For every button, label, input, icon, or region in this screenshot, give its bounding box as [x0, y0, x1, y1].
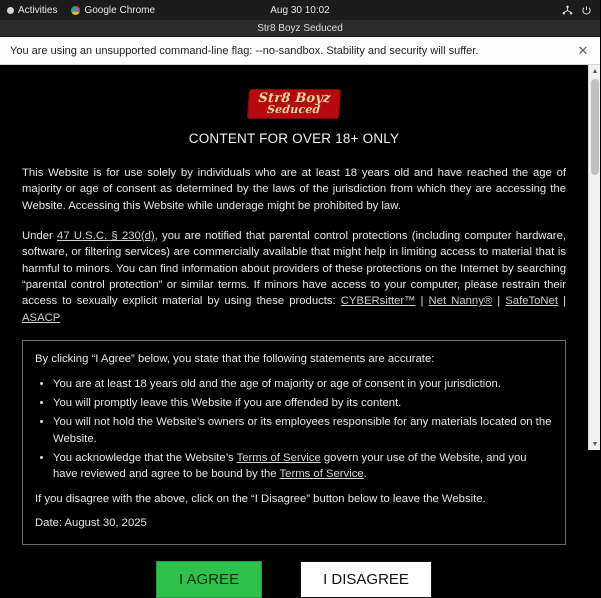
site-logo-line1: Str8 Boyz — [257, 91, 332, 106]
terms-of-service-link-2[interactable]: Terms of Service — [279, 468, 364, 481]
activities-dot-icon — [7, 7, 14, 14]
scroll-up-icon[interactable]: ▲ — [591, 67, 599, 75]
page-title: CONTENT FOR OVER 18+ ONLY — [188, 131, 400, 147]
disagree-instruction: If you disagree with the above, click on the “I Disagree” button below to leave the Website. — [35, 492, 486, 505]
app-menu-chrome[interactable] — [71, 5, 155, 16]
power-icon[interactable] — [581, 5, 592, 16]
window-titlebar — [0, 20, 600, 37]
age-requirement-paragraph: This Website is for use solely by individuals who are at least 18 years old and have reached the age of majority or age of consent as determined by the laws of the jurisdiction from which they are accessing the Website. Accessing this Website while underage might be prohibited by law. — [22, 166, 566, 212]
close-icon[interactable]: ✕ — [577, 42, 589, 58]
scroll-down-icon[interactable]: ▼ — [591, 440, 599, 448]
statute-text-pre: Under — [22, 229, 58, 242]
activities-button[interactable] — [7, 5, 57, 16]
disagree-button[interactable]: I DISAGREE — [300, 561, 432, 598]
page-scrollbar[interactable] — [588, 65, 600, 450]
network-icon[interactable] — [562, 5, 573, 16]
button-row — [22, 561, 566, 598]
topbar-left — [0, 5, 155, 16]
tos-text-pre: You acknowledge that the Website’s — [53, 452, 237, 464]
app-menu-label: Google Chrome — [84, 4, 156, 16]
filter-link-netnanny[interactable]: Net Nanny® — [428, 295, 493, 308]
site-logo — [22, 89, 566, 119]
filter-link-asacp[interactable]: ASACP — [22, 311, 61, 324]
filter-links: CYBERsitter™ | Net Nanny® | SafeToNet | ASACP — [22, 295, 567, 324]
scrollbar-thumb[interactable] — [591, 79, 599, 175]
list-item-terms — [53, 450, 553, 483]
filter-link-safetonet[interactable]: SafeToNet — [505, 295, 559, 308]
system-topbar — [0, 0, 600, 20]
topbar-right — [562, 5, 600, 16]
window-title: Str8 Boyz Seduced — [257, 22, 343, 34]
agreement-lead: By clicking “I Agree” below, you state that the following statements are accurate: — [35, 353, 435, 366]
chrome-icon — [71, 6, 80, 15]
page-viewport — [0, 65, 600, 588]
statute-link[interactable]: 47 U.S.C. § 230(d) — [57, 229, 155, 242]
site-logo-line2: Seduced — [266, 102, 321, 116]
terms-of-service-link-1[interactable]: Terms of Service — [236, 452, 321, 464]
site-logo-badge — [247, 89, 341, 119]
filter-link-cybersitter[interactable]: CYBERsitter™ — [340, 295, 416, 308]
agreement-box — [22, 340, 566, 544]
list-item: • You are at least 18 years old and the age of majority or age of consent in your jurisdiction. — [53, 376, 553, 392]
parental-controls-paragraph — [22, 228, 566, 326]
activities-label: Activities — [18, 4, 58, 16]
statute-text-post: , you are notified that parental control protections (including computer hardware, software, or filtering services) are commercially available that might help in limiting access to material that is harmful to minors. You can find information about providers of these protections on the Internet by searching “parental control protection” or similar terms. If minors have access to your computer, please restrain their access to sexually explicit material by using these products: — [22, 229, 566, 308]
list-item: • You will not hold the Website’s owners or its employees responsible for any materials located on the Website. — [53, 414, 553, 447]
age-verification-page — [0, 65, 588, 588]
agree-button[interactable]: I AGREE — [156, 561, 262, 598]
tos-text-mid: govern your use of the Website, and you have reviewed and agree to be bound by the — [53, 452, 527, 481]
current-date: Date: August 30, 2025 — [35, 517, 147, 530]
tos-text-post: . — [363, 468, 367, 481]
command-line-flag-infobar — [0, 37, 600, 65]
infobar-message: You are using an unsupported command-line flag: --no-sandbox. Stability and security will suffer. — [10, 44, 479, 57]
agreement-bullet-list — [35, 376, 553, 483]
list-item: • You will promptly leave this Website if you are offended by its content. — [53, 395, 553, 411]
clock[interactable]: Aug 30 10:02 — [270, 4, 330, 16]
